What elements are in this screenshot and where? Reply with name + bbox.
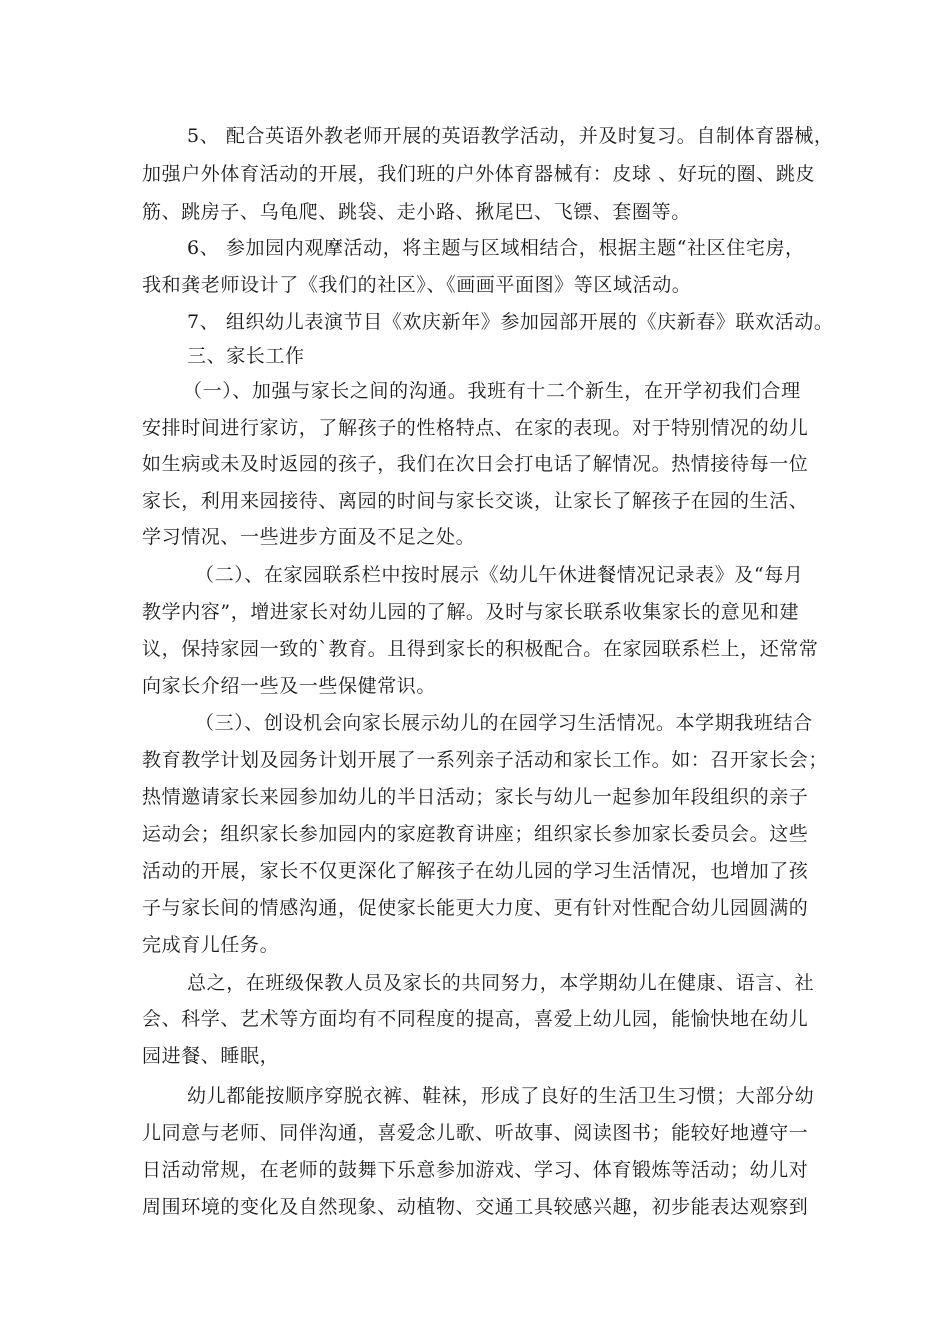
text-line: 5、 配合英语外教老师开展的英语教学活动，并及时复习。自制体育器械， [187, 125, 834, 147]
text-line: 教学内容”，增进家长对幼儿园的了解。及时与家长联系收集家长的意见和建 [142, 601, 800, 623]
text-line: 幼儿都能按顺序穿脱衣裤、鞋袜，形成了良好的生活卫生习惯；大部分幼 [187, 1085, 815, 1107]
text-line: 家长，利用来园接待、离园的时间与家长交谈，让家长了解孩子在园的生活、 [142, 490, 809, 512]
text-line: 子与家长间的情感沟通，促使家长能更大力度、更有针对性配合幼儿园圆满的 [142, 897, 809, 919]
text-line: （二）、在家园联系栏中按时展示《幼儿午休进餐情况记录表》及“每月 [195, 564, 804, 586]
text-line: 教育教学计划及园务计划开展了一系列亲子活动和家长工作。如：召开家长会； [142, 749, 829, 771]
text-line: （一）、加强与家长之间的沟通。我班有十二个新生，在开学初我们合理 [183, 380, 801, 402]
text-line: 运动会；组织家长参加园内的家庭教育讲座；组织家长参加家长委员会。这些 [142, 823, 809, 845]
section-heading: 三、家长工作 [187, 345, 305, 367]
text-line: 议，保持家园一致的`教育。且得到家长的积极配合。在家园联系栏上，还常常 [142, 638, 819, 660]
text-line: （三）、创设机会向家长展示幼儿的在园学习生活情况。本学期我班结合 [195, 712, 813, 734]
text-line: 我和龚老师设计了《我们的社区》、《画画平面图》等区域活动。 [142, 274, 692, 296]
text-line: 加强户外体育活动的开展，我们班的户外体育器械有：皮球 、好玩的圈、跳皮 [142, 163, 816, 185]
text-line: 6、 参加园内观摩活动，将主题与区域相结合，根据主题“社区住宅房， [187, 237, 805, 259]
text-line: 筋、跳房子、乌龟爬、跳袋、走小路、揪尾巴、飞镖、套圈等。 [142, 201, 691, 223]
text-line: 总之，在班级保教人员及家长的共同努力，本学期幼儿在健康、语言、社 [187, 972, 815, 994]
text-line: 园进餐、睡眠， [142, 1045, 280, 1067]
text-line: 热情邀请家长来园参加幼儿的半日活动；家长与幼儿一起参加年段组织的亲子 [142, 786, 809, 808]
text-line: 向家长介绍一些及一些保健常识。 [142, 675, 437, 697]
text-line: 完成育儿任务。 [142, 934, 280, 956]
text-line: 学习情况、一些进步方面及不足之处。 [142, 526, 476, 548]
text-line: 周围环境的变化及自然现象、动植物、交通工具较感兴趣，初步能表达观察到 [142, 1196, 809, 1218]
text-line: 日活动常规，在老师的鼓舞下乐意参加游戏、学习、体育锻炼等活动；幼儿对 [142, 1159, 809, 1181]
text-line: 会、科学、艺术等方面均有不同程度的提高，喜爱上幼儿园，能愉快地在幼儿 [142, 1008, 809, 1030]
text-line: 如生病或未及时返园的孩子，我们在次日会打电话了解情况。热情接待每一位 [142, 453, 809, 475]
text-line: 7、 组织幼儿表演节目《欢庆新年》参加园部开展的《庆新春》联欢活动。 [187, 311, 834, 333]
text-line: 安排时间进行家访，了解孩子的性格特点、在家的表现。对于特别情况的幼儿 [142, 417, 809, 439]
text-line: 活动的开展，家长不仅更深化了解孩子在幼儿园的学习生活情况，也增加了孩 [142, 860, 809, 882]
text-line: 儿同意与老师、同伴沟通，喜爱念儿歌、听故事、阅读图书；能较好地遵守一 [142, 1122, 809, 1144]
